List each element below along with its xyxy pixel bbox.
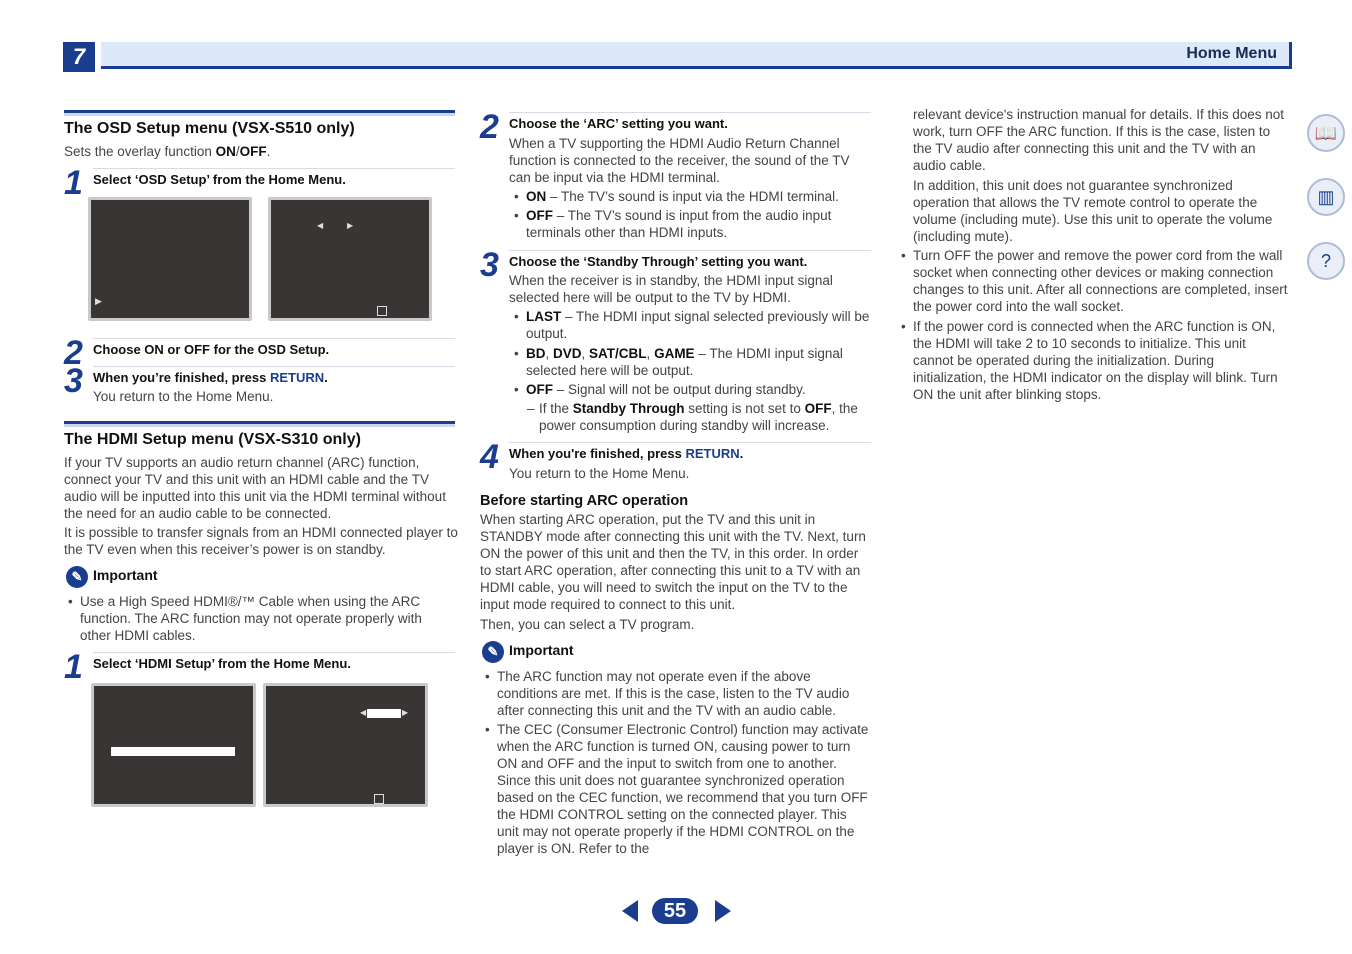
bullet-dot: • xyxy=(514,309,519,324)
bullet-dot: • xyxy=(901,248,906,263)
osd-step1: Select ‘OSD Setup’ from the Home Menu. xyxy=(93,172,346,187)
book-icon[interactable]: 📖 xyxy=(1307,114,1345,152)
hdmi-screen-setup xyxy=(263,683,428,807)
step-number: 1 xyxy=(64,164,83,202)
bullet-dot: • xyxy=(514,346,519,361)
step-number: 3 xyxy=(480,246,499,284)
hdmi-screen-home xyxy=(91,683,256,807)
left-arrow-icon: ◀ xyxy=(360,708,367,717)
standby-note: If the Standby Through setting is not set to OFF, the power consumption during standby will increase. xyxy=(539,401,858,433)
hdmi-step1: Select ‘HDMI Setup’ from the Home Menu. xyxy=(93,656,351,671)
chapter-badge: 7 xyxy=(63,42,95,72)
remote-icon[interactable]: ▥ xyxy=(1307,178,1345,216)
selection-highlight xyxy=(111,747,235,756)
col3-paragraph-2: In addition, this unit does not guarantee synchronized operation that allows the TV remote control to operate the volume (including mute). Use this unit to operate the volume (including mute). xyxy=(913,178,1273,244)
cursor-arrow-icon: ▶ xyxy=(95,296,102,306)
arc-off-option: OFF – The TV’s sound is input from the audio input terminals other than HDMI inputs. xyxy=(526,208,832,240)
arc-before-body: When starting ARC operation, put the TV and this unit in STANDBY mode after connecting this unit with the TV. Next, turn ON the power of this unit and then the TV, in this order. In order to start ARC operation, after connecting this unit to a TV with an HDMI cable, you will need to switch the input on the TV to the input mode required to connect to this unit. xyxy=(480,512,866,612)
bullet-dot: • xyxy=(514,189,519,204)
important-icon: ✎ xyxy=(66,566,88,588)
step-number: 3 xyxy=(64,362,83,400)
bullet-dot: • xyxy=(514,208,519,223)
page-title: Home Menu xyxy=(1186,45,1277,62)
hdmi-section-title: The HDMI Setup menu (VSX-S310 only) xyxy=(64,431,361,448)
next-page-icon[interactable] xyxy=(715,900,731,922)
important-bullet-1: The ARC function may not operate even if the above conditions are met. If this is the case, listen to the TV audio after connecting this unit and the TV with an audio cable. xyxy=(497,669,850,718)
right-arrow-icon: ▶ xyxy=(402,708,409,717)
step-divider xyxy=(93,652,455,653)
dash-mark: – xyxy=(527,401,535,416)
osd-step2: Choose ON or OFF for the OSD Setup. xyxy=(93,342,330,357)
hdmi-paragraph-2: It is possible to transfer signals from an HDMI connected player to the TV even when this receiver’s power is on standby. xyxy=(64,525,458,557)
step-number: 2 xyxy=(480,108,499,146)
standby-step3: Choose the ‘Standby Through’ setting you want. xyxy=(509,254,808,269)
arc-then: Then, you can select a TV program. xyxy=(480,617,695,632)
value-highlight xyxy=(367,709,401,718)
bullet-dot: • xyxy=(901,319,906,334)
return-icon xyxy=(377,306,387,316)
col3-bullet-2: If the power cord is connected when the ARC function is ON, the HDMI will take 2 to 10 seconds to initialize. This unit cannot be operated during the initialization. During initialization, the HDMI indicator on the display will blink. Turn ON the unit after blinking stops. xyxy=(913,319,1278,402)
bullet-dot: • xyxy=(68,594,73,609)
standby-step3-body: When the receiver is in standby, the HDMI input signal selected here will be output to the TV by HDMI. xyxy=(509,273,833,305)
step-divider xyxy=(509,112,871,113)
help-icon[interactable]: ? xyxy=(1307,242,1345,280)
step-divider xyxy=(93,338,455,339)
arc-step2-body: When a TV supporting the HDMI Audio Return Channel function is connected to the receiver, the sound of the TV can be input via the HDMI terminal. xyxy=(509,136,850,185)
col3-paragraph-1: relevant device's instruction manual for details. If this does not work, turn OFF the ARC function. If this is the case, listen to the TV audio after connecting this unit and the TV with an audio cable. xyxy=(913,107,1285,173)
step-divider xyxy=(509,442,871,443)
important-icon: ✎ xyxy=(482,641,504,663)
step-number: 2 xyxy=(64,334,83,372)
important-bullet-2: The CEC (Consumer Electronic Control) function may activate when the ARC function is turned ON, causing power to turn ON and OFF and the input to switch from one to another. Since this unit does not guarantee synchronized operation based on the CEC function, we recommend that you turn OFF the HDMI CONTROL setting on the connected player. This unit may not operate properly if the HDMI CONTROL on the player is ON. Refer to the xyxy=(497,722,869,856)
section-rule xyxy=(64,110,455,116)
right-arrow-icon: ▶ xyxy=(347,221,354,230)
standby-off-option: OFF – Signal will not be output during standby. xyxy=(526,382,806,397)
osd-screen-home xyxy=(88,197,252,321)
step-number: 4 xyxy=(480,438,499,476)
osd-section-title: The OSD Setup menu (VSX-S510 only) xyxy=(64,120,355,137)
bullet-dot: • xyxy=(514,382,519,397)
bullet-dot: • xyxy=(485,722,490,737)
step-number: 1 xyxy=(64,648,83,686)
bullet-dot: • xyxy=(485,669,490,684)
section-rule xyxy=(64,421,455,427)
arc-on-option: ON – The TV’s sound is input via the HDMI terminal. xyxy=(526,189,839,204)
arc-step2: Choose the ‘ARC’ setting you want. xyxy=(509,116,728,131)
header-bar xyxy=(101,42,1292,69)
arc-before-title: Before starting ARC operation xyxy=(480,493,689,509)
osd-intro: Sets the overlay function ON/OFF. xyxy=(64,144,271,159)
page-number: 55 xyxy=(652,898,698,924)
step-divider xyxy=(509,250,871,251)
return-step4-body: You return to the Home Menu. xyxy=(509,466,690,481)
standby-input-options: BD, DVD, SAT/CBL, GAME – The HDMI input signal selected here will be output. xyxy=(526,346,843,378)
prev-page-icon[interactable] xyxy=(622,900,638,922)
important-label: Important xyxy=(93,567,158,583)
osd-step3: When you’re finished, press RETURN. xyxy=(93,370,328,385)
standby-last-option: LAST – The HDMI input signal selected previously will be output. xyxy=(526,309,870,341)
return-icon xyxy=(374,794,384,804)
osd-step3-body: You return to the Home Menu. xyxy=(93,389,274,404)
step-divider xyxy=(93,366,455,367)
important-bullet: Use a High Speed HDMI®/™ Cable when using the ARC function. The ARC function may not operate properly with other HDMI cables. xyxy=(80,594,422,643)
osd-screen-setup xyxy=(268,197,432,321)
left-arrow-icon: ◀ xyxy=(317,221,324,230)
col3-bullet-1: Turn OFF the power and remove the power cord from the wall socket when connecting other devices or making connection changes to this unit. After all connections are completed, insert the power cord into the wall socket. xyxy=(913,248,1288,314)
important-label: Important xyxy=(509,642,574,658)
step-divider xyxy=(93,168,455,169)
hdmi-paragraph-1: If your TV supports an audio return channel (ARC) function, connect your TV and this unit with an HDMI cable and the TV audio will be inputted into this unit via the HDMI terminal without the need for an audio cable to be connected. xyxy=(64,455,446,521)
return-step4: When you're finished, press RETURN. xyxy=(509,446,744,461)
